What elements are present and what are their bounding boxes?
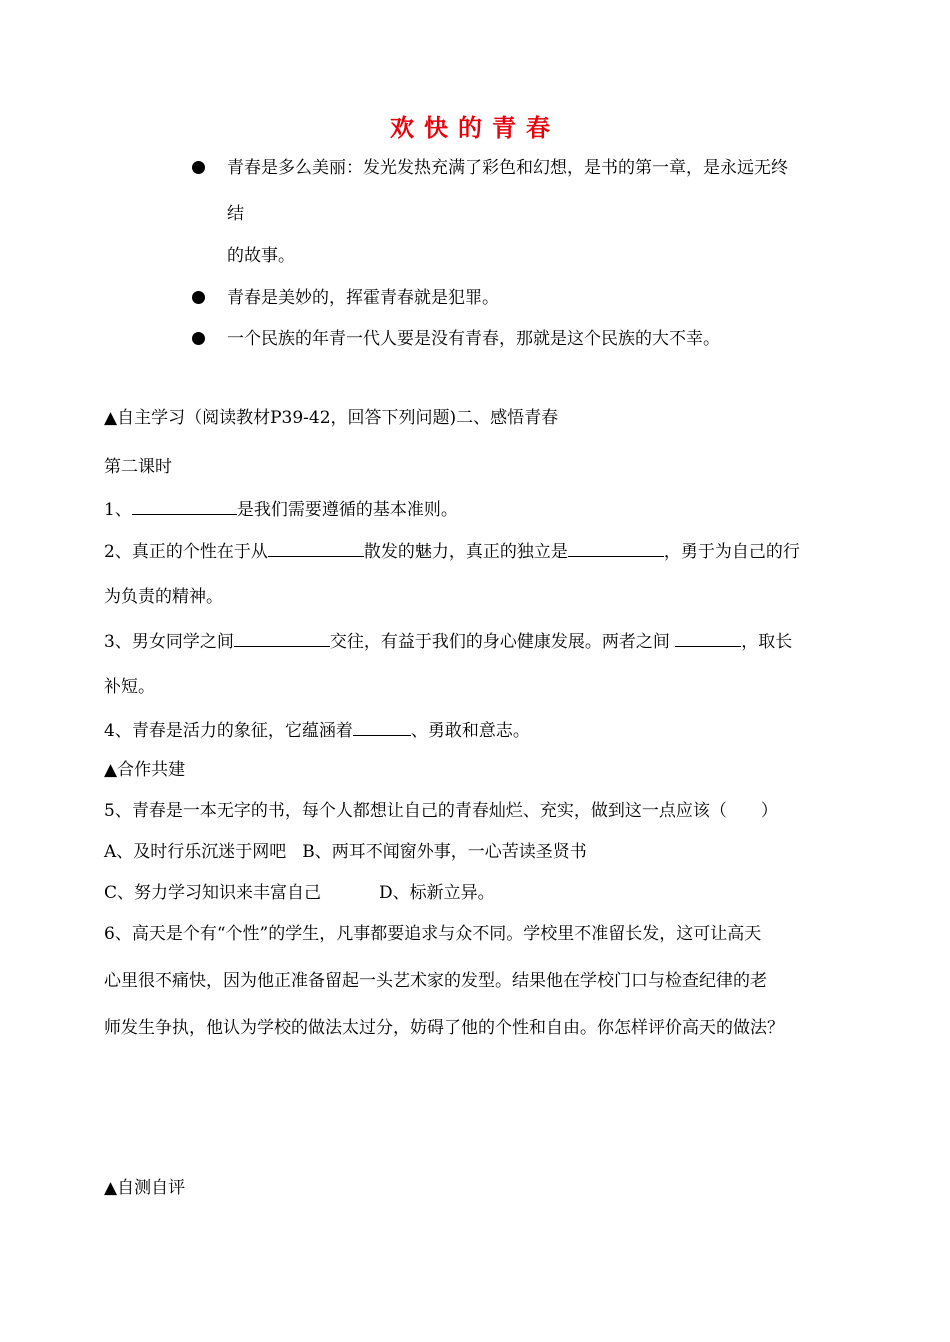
question-6-line-3: 师发生争执，他认为学校的做法太过分，妨碍了他的个性和自由。你怎样评价高天的做法？ — [104, 1018, 784, 1038]
question-5-options-row-2 — [104, 881, 495, 905]
bullet-1-line-1: 青春是多么美丽：发光发热充满了彩色和幻想，是书的第一章，是永远无终 — [227, 158, 788, 178]
question-3-line-2: 补短。 — [104, 677, 155, 697]
question-6-line-2: 心里很不痛快，因为他正准备留起一头艺术家的发型。结果他在学校门口与检查纪律的老 — [104, 971, 767, 991]
bullet-dot-icon — [192, 291, 205, 304]
question-4-part-1: 4、青春是活力的象征，它蕴涵着 — [104, 721, 353, 741]
question-2-part-1: 2、真正的个性在于从 — [104, 542, 268, 562]
page-title: 欢快的青春 — [390, 113, 560, 142]
answer-blank-2b[interactable] — [568, 538, 664, 557]
bullet-item-1 — [192, 156, 882, 268]
question-2-part-2: 散发的魅力，真正的独立是 — [363, 542, 568, 562]
question-3-part-1: 3、男女同学之间 — [104, 632, 234, 652]
lesson-label: 第二课时 — [104, 457, 172, 477]
option-b[interactable]: B、两耳不闻窗外事，一心苦读圣贤书 — [302, 842, 587, 862]
question-3 — [104, 628, 792, 654]
question-1-text: 是我们需要遵循的基本准则。 — [236, 500, 458, 520]
bullet-2-text: 青春是美妙的，挥霍青春就是犯罪。 — [227, 288, 499, 308]
question-5: 5、青春是一本无字的书，每个人都想让自己的青春灿烂、充实，做到这一点应该（ ） — [104, 801, 778, 821]
bullet-3-text: 一个民族的年青一代人要是没有青春，那就是这个民族的大不幸。 — [227, 329, 720, 349]
question-4-part-2: 、勇敢和意志。 — [410, 721, 530, 741]
option-c[interactable]: C、努力学习知识来丰富自己 — [104, 883, 322, 903]
question-3-part-3: ，取长 — [741, 632, 793, 652]
question-1-number: 1、 — [104, 500, 132, 520]
answer-blank-4[interactable] — [353, 717, 411, 736]
answer-blank-2a[interactable] — [268, 538, 364, 557]
bullet-1-line-3: 的故事。 — [227, 246, 295, 266]
section-self-test-heading: ▲自测自评 — [104, 1178, 186, 1198]
option-d[interactable]: D、标新立异。 — [379, 883, 495, 903]
section-self-study-heading: ▲自主学习（阅读教材P39-42，回答下列问题)二、感悟青春 — [104, 408, 559, 428]
bullet-item-3 — [192, 327, 882, 351]
option-a[interactable]: A、及时行乐沉迷于网吧 — [104, 842, 287, 862]
question-6-line-1: 6、高天是个有“个性”的学生，凡事都要追求与众不同。学校里不准留长发，这可让高天 — [104, 924, 762, 944]
question-2 — [104, 538, 800, 564]
bullet-item-2 — [192, 286, 882, 310]
bullet-dot-icon — [192, 161, 205, 174]
question-2-line-2: 为负责的精神。 — [104, 587, 223, 607]
question-4 — [104, 717, 530, 743]
question-1 — [104, 496, 458, 522]
question-5-options-row-1 — [104, 840, 587, 864]
answer-blank-1[interactable] — [132, 496, 237, 515]
answer-blank-3b[interactable] — [675, 628, 741, 647]
section-cooperate-heading: ▲合作共建 — [104, 760, 186, 780]
bullet-1-line-2: 结 — [227, 204, 244, 224]
bullet-dot-icon — [192, 332, 205, 345]
question-3-part-2: 交往，有益于我们的身心健康发展。两者之间 — [329, 632, 676, 652]
answer-blank-3a[interactable] — [234, 628, 330, 647]
question-2-part-3: ，勇于为自己的行 — [663, 542, 800, 562]
